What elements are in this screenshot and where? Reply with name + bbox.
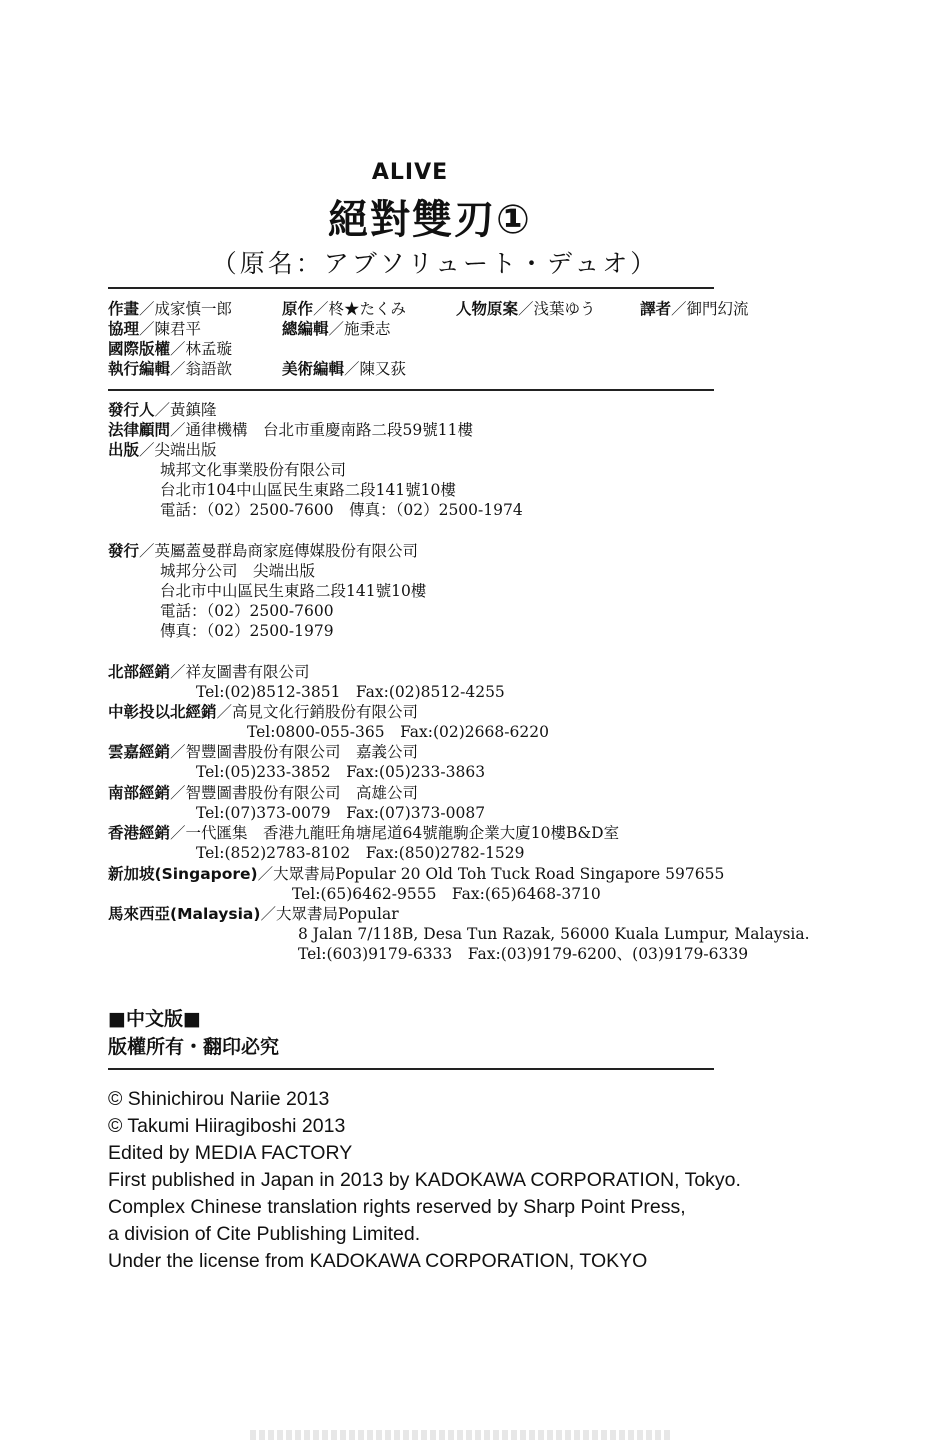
series-title: ALIVE	[371, 160, 449, 185]
dealer-malaysia-contact: Tel:(603)9179-6333 Fax:(03)9179-6200、(03)9179-6339	[298, 945, 749, 963]
copyright-line: © Shinichirou Nariie 2013	[108, 1088, 330, 1110]
distribution-fax: 傳真：（02）2500-1979	[160, 622, 334, 640]
dealer-central-contact: Tel:0800-055-365 Fax:(02)2668-6220	[247, 723, 549, 741]
credit-chief-editor: 總編輯／施秉志	[282, 320, 391, 338]
copyright-line: a division of Cite Publishing Limited.	[108, 1223, 421, 1245]
edition-label: ■中文版■	[108, 1008, 201, 1030]
distribution-line: 發行／英屬蓋曼群島商家庭傳媒股份有限公司	[108, 542, 419, 560]
dealer-north-contact: Tel:(02)8512-3851 Fax:(02)8512-4255	[196, 683, 505, 701]
distribution-phone: 電話：（02）2500-7600	[160, 602, 334, 620]
dealer-singapore-contact: Tel:(65)6462-9555 Fax:(65)6468-3710	[292, 885, 601, 903]
copyright-line: Under the license from KADOKAWA CORPORATION, TOKYO	[108, 1250, 648, 1272]
divider-2	[108, 389, 714, 391]
dealer-singapore: 新加坡(Singapore)／大眾書局Popular 20 Old Toh Tuck Road Singapore 597655	[108, 865, 725, 883]
dealer-yunjia-contact: Tel:(05)233-3852 Fax:(05)233-3863	[196, 763, 486, 781]
dealer-yunjia: 雲嘉經銷／智豐圖書股份有限公司 嘉義公司	[108, 743, 419, 761]
dealer-north: 北部經銷／祥友圖書有限公司	[108, 663, 310, 681]
dealer-malaysia-address: 8 Jalan 7/118B, Desa Tun Razak, 56000 Kuala Lumpur, Malaysia.	[298, 925, 810, 943]
credit-art-editor: 美術編輯／陳又荻	[282, 360, 407, 378]
credit-author: 原作／柊★たくみ	[282, 300, 407, 318]
dealer-south-contact: Tel:(07)373-0079 Fax:(07)373-0087	[196, 804, 486, 822]
original-title: （原名：アブソリュート・デュオ）	[211, 249, 659, 278]
copyright-line: Edited by MEDIA FACTORY	[108, 1142, 353, 1164]
publisher-phone: 電話：（02）2500-7600 傳真：（02）2500-1974	[160, 501, 523, 519]
credit-international-rights: 國際版權／林孟璇	[108, 340, 233, 358]
divider-3	[108, 1068, 714, 1070]
dealer-hongkong-contact: Tel:(852)2783-8102 Fax:(850)2782-1529	[196, 844, 525, 862]
divider-1	[108, 287, 714, 289]
dealer-south: 南部經銷／智豐圖書股份有限公司 高雄公司	[108, 784, 419, 802]
credit-artist: 作畫／成家慎一郎	[108, 300, 233, 318]
publisher-legal: 法律顧問／通律機構 台北市重慶南路二段59號11樓	[108, 421, 473, 439]
publisher-company: 城邦文化事業股份有限公司	[160, 461, 347, 479]
page-edge-artifact	[250, 1430, 670, 1440]
copyright-line: © Takumi Hiiragiboshi 2013	[108, 1115, 346, 1137]
copyright-line: First published in Japan in 2013 by KADOKAWA CORPORATION, Tokyo.	[108, 1169, 741, 1191]
publisher-issuer: 發行人／黃鎮隆	[108, 401, 217, 419]
credit-character-design: 人物原案／浅葉ゆう	[456, 300, 596, 318]
credit-executive-editor: 執行編輯／翁語歆	[108, 360, 233, 378]
copyright-line: Complex Chinese translation rights reserved by Sharp Point Press,	[108, 1196, 686, 1218]
book-title: 絕對雙刃①	[328, 197, 532, 243]
publisher-imprint: 出版／尖端出版	[108, 441, 217, 459]
dealer-central: 中彰投以北經銷／高見文化行銷股份有限公司	[108, 703, 419, 721]
dealer-malaysia: 馬來西亞(Malaysia)／大眾書局Popular	[108, 905, 399, 923]
dealer-hongkong: 香港經銷／一代匯集 香港九龍旺角塘尾道64號龍駒企業大廈10樓B&D室	[108, 824, 620, 842]
credit-translator: 譯者／御門幻流	[640, 300, 749, 318]
distribution-address: 台北市中山區民生東路二段141號10樓	[160, 582, 427, 600]
credit-manager: 協理／陳君平	[108, 320, 202, 338]
distribution-branch: 城邦分公司 尖端出版	[160, 562, 316, 580]
rights-reserved: 版權所有・翻印必究	[108, 1036, 280, 1058]
publisher-address: 台北市104中山區民生東路二段141號10樓	[160, 481, 456, 499]
